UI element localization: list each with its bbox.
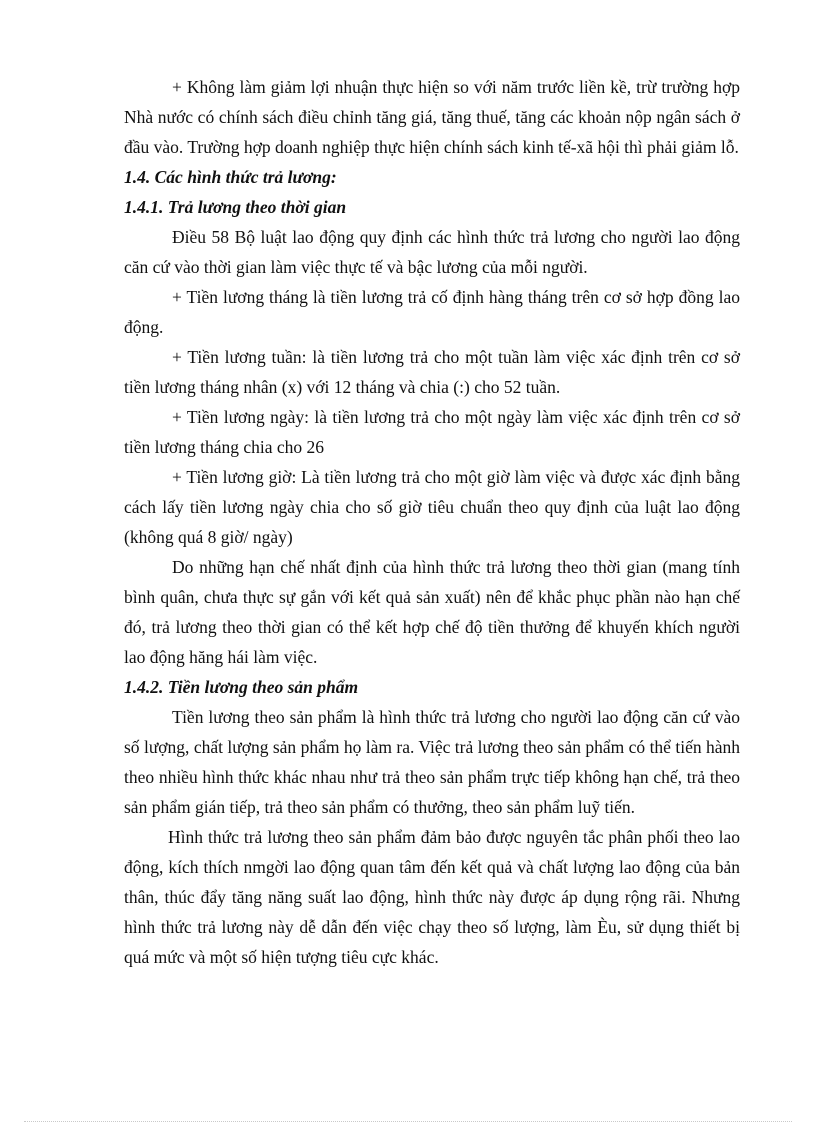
paragraph-daily-wage: + Tiền lương ngày: là tiền lương trả cho một ngày làm việc xác định trên cơ sở tiền lương tháng chia cho 26 xyxy=(124,407,740,457)
paragraph-weekly-wage: + Tiền lương tuần: là tiền lương trả cho một tuần làm việc xác định trên cơ sở tiền lương tháng nhân (x) với 12 tháng và chia (:) cho 52 tuần. xyxy=(124,347,740,397)
paragraph-hourly-wage: + Tiền lương giờ: Là tiền lương trả cho một giờ làm việc và được xác định bằng cách lấy tiền lương ngày chia cho số giờ tiêu chuẩn theo quy định của luật lao động (không quá 8 giờ/ ngày) xyxy=(124,467,740,547)
section-heading-1-4: 1.4. Các hình thức trả lương: xyxy=(124,167,337,187)
paragraph-piece-wage-evaluation: Hình thức trả lương theo sản phẩm đảm bảo được nguyên tắc phân phối theo lao động, kích thích nmgời lao động quan tâm đến kết quả và chất lượng lao động của bản thân, thúc đẩy tăng năng suất lao động, hình thức này được áp dụng rộng rãi. Nhưng hình thức trả lương này dễ dẫn đến việc chạy theo số lượng, làm Èu, sử dụng thiết bị quá mức và một số hiện tượng tiêu cực khác. xyxy=(124,827,740,967)
subsection-heading-1-4-1: 1.4.1. Trả lương theo thời gian xyxy=(124,197,347,217)
page-bottom-divider xyxy=(24,1121,792,1122)
document-body xyxy=(124,72,740,972)
paragraph-piece-wage: Tiền lương theo sản phẩm là hình thức trả lương cho người lao động căn cứ vào số lượng, chất lượng sản phẩm họ làm ra. Việc trả lương theo sản phẩm có thể tiến hành theo nhiều hình thức khác nhau như trả theo sản phẩm trực tiếp không hạn chế, trả theo sản phẩm gián tiếp, trả theo sản phẩm có thưởng, theo sản phẩm luỹ tiến. xyxy=(124,707,740,817)
subsection-heading-1-4-2: 1.4.2. Tiền lương theo sản phẩm xyxy=(124,677,359,697)
paragraph-monthly-wage: + Tiền lương tháng là tiền lương trả cố định hàng tháng trên cơ sở hợp đồng lao động. xyxy=(124,287,740,337)
paragraph-article-58: Điều 58 Bộ luật lao động quy định các hình thức trả lương cho người lao động căn cứ vào thời gian làm việc thực tế và bậc lương của mỗi người. xyxy=(124,227,740,277)
paragraph-profit-condition: + Không làm giảm lợi nhuận thực hiện so với năm trước liền kề, trừ trường hợp Nhà nước có chính sách điều chỉnh tăng giá, tăng thuế, tăng các khoản nộp ngân sách ở đầu vào. Trường hợp doanh nghiệp thực hiện chính sách kinh tế-xã hội thì phải giảm lỗ. xyxy=(124,77,740,157)
paragraph-time-wage-limits: Do những hạn chế nhất định của hình thức trả lương theo thời gian (mang tính bình quân, chưa thực sự gắn với kết quả sản xuất) nên để khắc phục phần nào hạn chế đó, trả lương theo thời gian có thể kết hợp chế độ tiền thưởng để khuyến khích người lao động hăng hái làm việc. xyxy=(124,557,740,667)
